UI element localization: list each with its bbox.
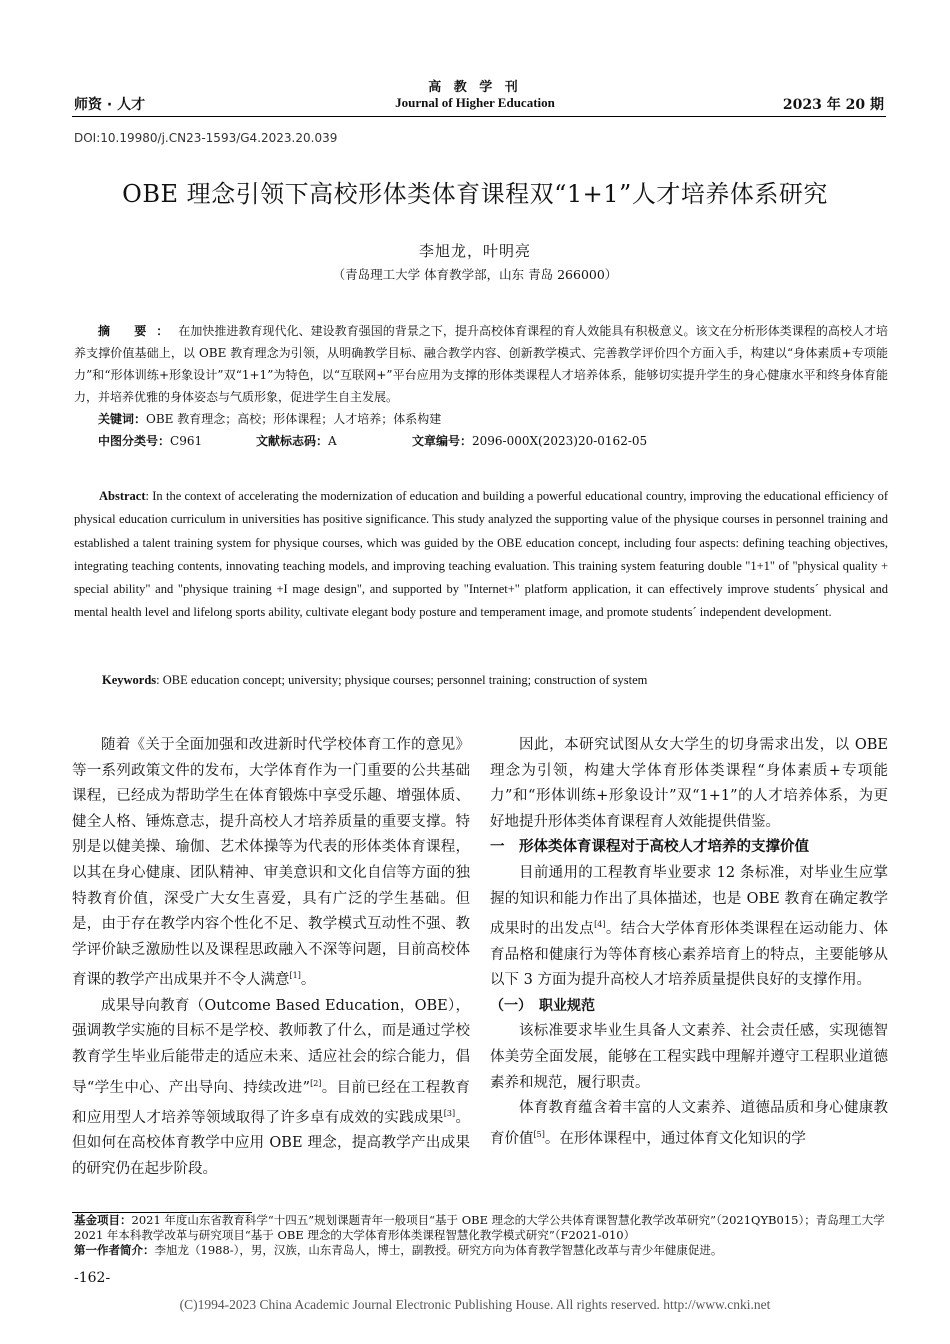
page-number: -162-	[74, 1270, 111, 1286]
classification-line	[74, 430, 888, 452]
citation-ref[interactable]: [3]	[443, 1108, 456, 1118]
keywords-en-line	[102, 673, 647, 688]
citation-ref[interactable]: [4]	[594, 920, 606, 930]
section-label: 师资 · 人才	[74, 97, 146, 113]
body-column-right	[490, 733, 888, 1152]
article-no-label: 文章编号：	[412, 434, 473, 448]
footnote	[74, 1213, 888, 1258]
author-list: 李旭龙，叶明亮	[418, 242, 531, 260]
abstract-en	[74, 485, 888, 625]
paragraph: 目前通用的工程教育毕业要求 12 条标准，对毕业生应掌握的知识和能力作出了具体描述，也是 OBE 教育在确定教学成果时的出发点[4]。结合大学体育形体类课程在运动能力、体育品格和健康行为等体育核心素养培育上的特点，主要能够从以下 3 方面为提升高校人才培养质量提供良好的支撑作用。	[490, 864, 889, 989]
section-heading: 一 形体类体育课程对于高校人才培养的支撑价值	[490, 839, 809, 856]
citation-ref[interactable]: [2]	[310, 1078, 322, 1088]
paragraph: 随着《关于全面加强和改进新时代学校体育工作的意见》等一系列政策文件的发布，大学体育作为一门重要的公共基础课程，已经成为帮助学生在体育锻炼中享受乐趣、增强体质、健全人格、锤炼意志，提升高校人才培养质量的重要支撑。特别是以健美操、瑜伽、艺术体操等为代表的形体类体育课程，以其在身心健康、团队精神、审美意识和文化自信等方面的独特教育价值，深受广大女生喜爱，具有广泛的学生基础。但是，由于存在教学内容个性化不足、教学模式互动性不强、教学评价缺乏激励性以及课程思政融入不深等问题，目前高校体育课的教学产出成果并不令人满意[1]。	[72, 737, 470, 989]
issue-label: 2023 年 20 期	[782, 97, 884, 113]
abstract-cn-text: 在加快推进教育现代化、建设教育强国的背景之下，提升高校体育课程的育人效能具有积极意义。该文在分析形体类课程的高校人才培养支撑价值基础上，以 OBE 教育理念为引领，从明确教学目标、融合教学内容、创新教学模式、完善教学评价四个方面入手，构建以“身体素质+专项能力”和“形体训练+形象设计”双“1+1”为特色，以“互联网+”平台应用为支撑的形体类课程人才培养体系，能够切实提升学生的身心健康水平和终身体育能力，并培养优雅的身体姿态与气质形象，促进学生自主发展。	[74, 324, 888, 404]
paragraph: 该标准要求毕业生具备人文素养、社会责任感，实现德智体美劳全面发展，能够在工程实践中理解并遵守工程职业道德素养和规范，履行职责。	[490, 1023, 888, 1091]
keywords-cn-label: 关键词：	[98, 412, 147, 426]
journal-name-cn: 高 教 学 刊	[428, 80, 522, 95]
paragraph: 因此，本研究试图从女大学生的切身需求出发，以 OBE 理念为引领，构建大学体育形体类课程“身体素质+专项能力”和“形体训练+形象设计”双“1+1”的人才培养体系，为更好地提升形体类体育课程育人效能提供借鉴。	[490, 737, 888, 830]
journal-name-en: Journal of Higher Education	[395, 95, 555, 110]
keywords-cn: OBE 教育理念；高校；形体课程；人才培养；体系构建	[146, 412, 442, 426]
abstract-en-label: Abstract	[99, 489, 146, 503]
affiliation: （青岛理工大学 体育教学部，山东 青岛 266000）	[332, 267, 618, 282]
doi-line[interactable]: DOI:10.19980/j.CN23-1593/G4.2023.20.039	[74, 131, 338, 145]
keywords-en: : OBE education concept; university; physique courses; personnel training; construction of system	[156, 673, 648, 687]
keywords-en-label: Keywords	[102, 673, 157, 687]
copyright-line: (C)1994-2023 China Academic Journal Electronic Publishing House. All rights reserved. http://www.cnki.net	[179, 1297, 771, 1312]
abstract-cn-label: 摘 要：	[98, 324, 179, 338]
doc-code-value: A	[328, 434, 337, 448]
clc-value: C961	[170, 434, 203, 448]
fund-label: 基金项目：	[74, 1213, 132, 1227]
abstract-en-text: : In the context of accelerating the modernization of education and building a powerful educational country, improving the educational efficiency of physical education curriculum in universities has positive significance. This study analyzed the supporting value of the physique courses in personnel training and established a talent training system for physique courses, which was guided by the OBE education concept, including four aspects: defining teaching objectives, integrating teaching contents, innovating teaching models, and improving teaching evaluation. This training system featuring double "1+1" of "physical quality + special ability" and "physique training +I mage design", and supported by "Internet+" platform application, it can effectively improve students´ physical and mental health level and lifelong sports ability, cultivate elegant body posture and temperament image, and promote students´ independent development.	[74, 489, 888, 620]
abstract-cn	[74, 320, 888, 452]
paper-title: OBE 理念引领下高校形体类体育课程双“1+1”人才培养体系研究	[122, 180, 828, 208]
citation-ref[interactable]: [1]	[289, 971, 301, 981]
paragraph: 成果导向教育（Outcome Based Education，OBE），强调教学实施的目标不是学校、教师教了什么，而是通过学校教育学生毕业后能带走的适应未来、适应社会的综合能力，倡导“学生中心、产出导向、持续改进”[2]。目前已经在工程教育和应用型人才培养等领域取得了许多卓有成效的实践成果[3]。但如何在高校体育教学中应用 OBE 理念，提高教学产出成果的研究仍在起步阶段。	[72, 997, 471, 1177]
subsection-heading: （一） 职业规范	[490, 997, 595, 1014]
clc-label: 中图分类号：	[98, 434, 171, 448]
article-no-value: 2096-000X(2023)20-0162-05	[472, 434, 648, 448]
citation-ref[interactable]: [5]	[533, 1129, 545, 1139]
paragraph: 体育教育蕴含着丰富的人文素养、道德品质和身心健康教育价值[5]。在形体课程中，通过体育文化知识的学	[490, 1100, 888, 1147]
author-bio-label: 第一作者简介：	[74, 1243, 155, 1257]
header-rule	[72, 116, 886, 117]
author-bio-text: 李旭龙（1988-），男，汉族，山东青岛人，博士，副教授。研究方向为体育教学智慧化改革与青少年健康促进。	[154, 1243, 723, 1257]
doc-code-label: 文献标志码：	[256, 434, 329, 448]
keywords-cn-line	[74, 408, 888, 430]
body-column-left	[72, 733, 470, 1183]
fund-text: 2021 年度山东省教育科学“十四五”规划课题青年一般项目“基于 OBE 理念的大学公共体育课智慧化教学改革研究”（2021QYB015）；青岛理工大学 2021 年本科教学改革与研究项目“基于 OBE 理念的大学体育形体类课程智慧化教学模式研究”（F2021-010）	[74, 1213, 885, 1242]
